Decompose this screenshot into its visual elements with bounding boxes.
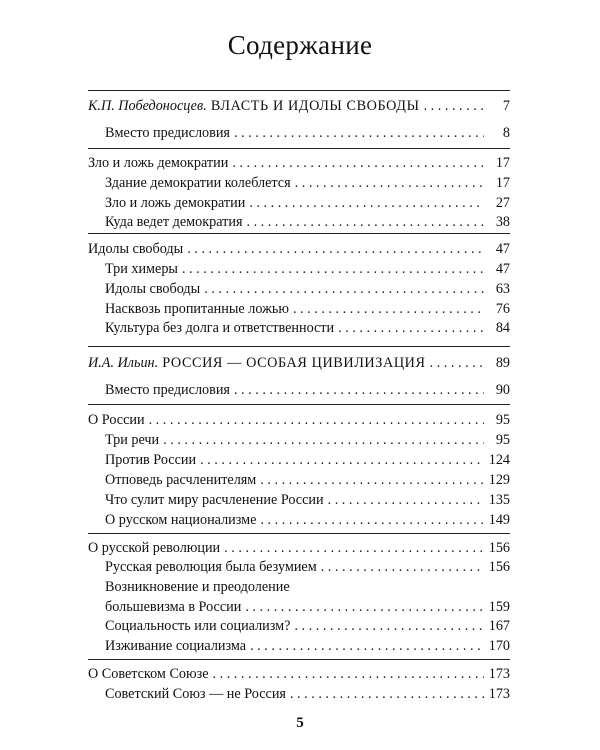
toc-page-number: 149 [488,512,510,528]
dot-leader [204,279,484,299]
toc-page-number: 167 [488,618,510,634]
toc-page-number: 17 [495,175,510,191]
toc-entry-label: Советский Союз — не Россия [105,686,286,702]
toc-entry[interactable] [105,597,510,617]
toc-page-number: 173 [488,686,510,702]
toc-entry[interactable] [105,616,510,636]
dot-leader [338,318,484,338]
toc-section-label: О русской революции [88,540,221,556]
toc-entry[interactable] [105,193,510,213]
toc-section[interactable] [88,239,510,259]
toc-section-label: Зло и ложь демократии [88,155,229,171]
dot-leader [430,353,484,373]
dot-leader [213,664,484,684]
toc-page-number: 95 [495,412,510,428]
toc-part-heading[interactable] [88,96,510,116]
dot-leader [187,239,484,259]
toc-section-label: Идолы свободы [88,241,184,257]
toc-section-label: О Советском Союзе [88,666,209,682]
dot-leader [249,193,484,213]
toc-entry[interactable] [105,450,510,470]
dot-leader [246,212,484,232]
dot-leader [321,557,484,577]
dot-leader [234,123,484,143]
toc-page-number: 17 [495,155,510,171]
toc-page-number: 47 [495,241,510,257]
toc-entry-label: Куда ведет демократия [105,214,243,230]
dot-leader [234,380,484,400]
section-divider [88,659,510,660]
dot-leader [232,153,484,173]
toc-entry-label: Русская революция была безумием [105,559,317,575]
dot-leader [250,636,484,656]
toc-entry[interactable] [105,636,510,656]
toc-page-number: 129 [488,472,510,488]
toc-entry[interactable] [105,212,510,232]
toc-page-number: 7 [502,98,510,114]
toc-entry-label: Насквозь пропитанные ложью [105,301,289,317]
dot-leader [260,470,484,490]
dot-leader [182,259,484,279]
toc-entry-label: Три речи [105,432,160,448]
toc-entry[interactable] [105,173,510,193]
dot-leader [295,173,484,193]
dot-leader [200,450,484,470]
dot-leader [149,410,484,430]
toc-page-number: 84 [495,320,510,336]
toc-entry[interactable] [105,123,510,143]
section-divider [88,90,510,91]
toc-entry[interactable] [105,430,510,450]
toc-entry-label: Три химеры [105,261,178,277]
toc-part-heading[interactable] [88,353,510,373]
dot-leader [260,510,484,530]
dot-leader [290,684,484,704]
toc-page-number: 38 [495,214,510,230]
section-divider [88,346,510,347]
dot-leader [293,299,484,319]
toc-part-title: РОССИЯ — ОСОБАЯ ЦИВИЛИЗАЦИЯ [158,355,426,371]
toc-entry-label: Социальность или социализм? [105,618,291,634]
toc-entry[interactable] [105,490,510,510]
dot-leader [294,616,484,636]
toc-entry-label: Идолы свободы [105,281,201,297]
toc-page-number: 47 [495,261,510,277]
toc-entry[interactable] [105,557,510,577]
page-number: 5 [296,715,304,731]
toc-entry[interactable] [105,299,510,319]
toc-entry-label: Против России [105,452,197,468]
section-divider [88,404,510,405]
toc-section-label: О России [88,412,145,428]
toc-entry-label: Что сулит миру расчленение России [105,492,324,508]
toc-section[interactable] [88,153,510,173]
toc-page-number: 90 [495,382,510,398]
toc-page-number: 159 [488,599,510,615]
toc-page-number: 95 [495,432,510,448]
toc-page-number: 27 [495,195,510,211]
toc-author: К.П. Победоносцев. [88,98,207,114]
toc-entry[interactable] [105,380,510,400]
toc-entry-label: Отповедь расчленителям [105,472,257,488]
toc-page-number: 170 [488,638,510,654]
toc-page-number: 8 [502,125,510,141]
toc-part-title: ВЛАСТЬ И ИДОЛЫ СВОБОДЫ [206,98,420,114]
toc-entry[interactable] [105,510,510,530]
toc-page-number: 89 [495,355,510,371]
toc-entry[interactable] [105,470,510,490]
toc-entry-label: Вместо предисловия [105,382,230,398]
toc-entry-label: Изживание социализма [105,638,247,654]
dot-leader [224,538,484,558]
toc-section[interactable] [88,664,510,684]
toc-entry-label: Здание демократии колеблется [105,175,291,191]
toc-entry[interactable] [105,318,510,338]
toc-entry-label: большевизма в России [105,599,242,615]
toc-section[interactable] [88,538,510,558]
toc-section[interactable] [88,410,510,430]
toc-entry-label: Культура без долга и ответственности [105,320,335,336]
section-divider [88,533,510,534]
toc-author: И.А. Ильин. [88,355,159,371]
toc-page-number: 124 [488,452,510,468]
toc-page-number: 156 [488,540,510,556]
toc-page-number: 156 [488,559,510,575]
toc-page-number: 76 [495,301,510,317]
dot-leader [424,96,484,116]
dot-leader [163,430,484,450]
toc-entry-label: О русском национализме [105,512,257,528]
toc-entry[interactable] [105,259,510,279]
toc-entry-label: Зло и ложь демократии [105,195,246,211]
page-title: Содержание [227,30,373,60]
toc-page-number: 135 [488,492,510,508]
section-divider [88,233,510,234]
section-divider [88,148,510,149]
dot-leader [245,597,484,617]
dot-leader [328,490,484,510]
toc-page-number: 173 [488,666,510,682]
toc-entry-label: Вместо предисловия [105,125,230,141]
toc-entry[interactable] [105,279,510,299]
toc-entry-label: Возникновение и преодоление [105,579,290,595]
toc-entry[interactable] [105,684,510,704]
toc-page-number: 63 [495,281,510,297]
